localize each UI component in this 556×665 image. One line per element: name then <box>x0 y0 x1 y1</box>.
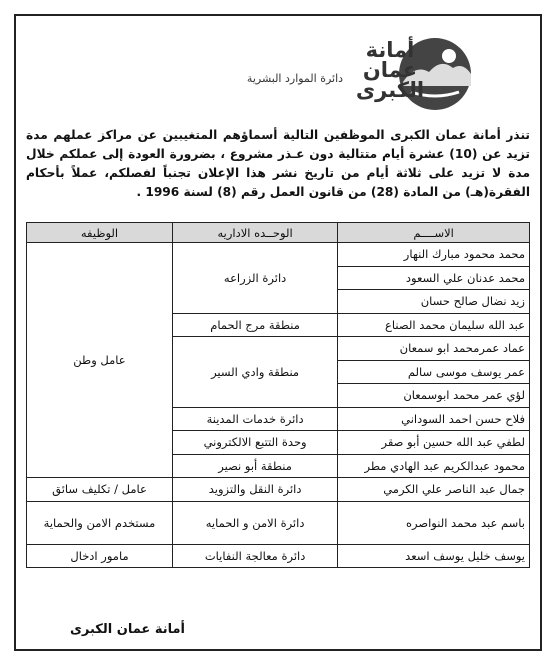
table-row <box>27 478 530 502</box>
table-row <box>27 501 530 544</box>
employee-unit: دائرة معالجة النفايات <box>172 544 337 568</box>
employee-name: فلاح حسن احمد السوداني <box>338 407 530 431</box>
header-job: الوظيفه <box>27 223 173 243</box>
employee-unit: دائرة خدمات المدينة <box>172 407 337 431</box>
employee-unit: دائرة النقل والتزويد <box>172 478 337 502</box>
employee-name: باسم عبد محمد النواصره <box>338 501 530 544</box>
employee-job: عامل وطن <box>27 243 173 478</box>
employee-unit: دائرة الامن و الحمايه <box>172 501 337 544</box>
employee-name: زيد نضال صالح حسان <box>338 290 530 314</box>
signature: أمانة عمان الكبرى <box>70 622 185 637</box>
table-row <box>27 243 530 267</box>
employees-table <box>26 222 530 568</box>
employee-unit: منطقة وادي السير <box>172 337 337 408</box>
employee-name: عماد عمرمحمد ابو سمعان <box>338 337 530 361</box>
employee-name: لطفي عبد الله حسين أبو صقر <box>338 431 530 455</box>
table-header-row <box>27 223 530 243</box>
employee-unit: منطقة مرج الحمام <box>172 313 337 337</box>
employee-job: مستخدم الامن والحماية <box>27 501 173 544</box>
employee-name: عمر يوسف موسى سالم <box>338 360 530 384</box>
header-name: الاســــم <box>338 223 530 243</box>
employee-unit: وحدة التتبع الالكتروني <box>172 431 337 455</box>
table-row <box>27 544 530 568</box>
employee-name: يوسف خليل يوسف اسعد <box>338 544 530 568</box>
employee-name: لؤي عمر محمد ابوسمعان <box>338 384 530 408</box>
employee-name: جمال عبد الناصر علي الكرمي <box>338 478 530 502</box>
header-unit: الوحــده الاداريه <box>172 223 337 243</box>
employee-name: محمود عبدالكريم عبد الهادي مطر <box>338 454 530 478</box>
notice-text: تنذر أمانة عمان الكبرى الموظفين التالية أسماؤهم المتغيبين عن مراكز عملهم مدة تزيد عن (10) عشرة أيام متتالية دون عـذر مشروع ، بضرورة العودة إلى عملكم خلال مدة لا تزيد على ثلاثة أيام من تاريخ نشر هذا الإعلان تجنباً لفصلكم، عملاً بأحكام الفقرة(هـ) من المادة (28) من قانون العمل رقم (8) لسنة 1996 . <box>26 128 531 199</box>
logo-text: أمانة عمان الكبرى <box>355 38 425 102</box>
employee-job: عامل / تكليف سائق <box>27 478 173 502</box>
department-name: دائرة الموارد البشرية <box>246 72 344 85</box>
employee-unit: منطقة أبو نصير <box>172 454 337 478</box>
employee-unit: دائرة الزراعه <box>172 243 337 314</box>
employee-name: محمد محمود مبارك النهار <box>338 243 530 267</box>
employee-name: محمد عدنان علي السعود <box>338 266 530 290</box>
employee-job: مامور ادخال <box>27 544 173 568</box>
employee-name: عبد الله سليمان محمد الصناع <box>338 313 530 337</box>
